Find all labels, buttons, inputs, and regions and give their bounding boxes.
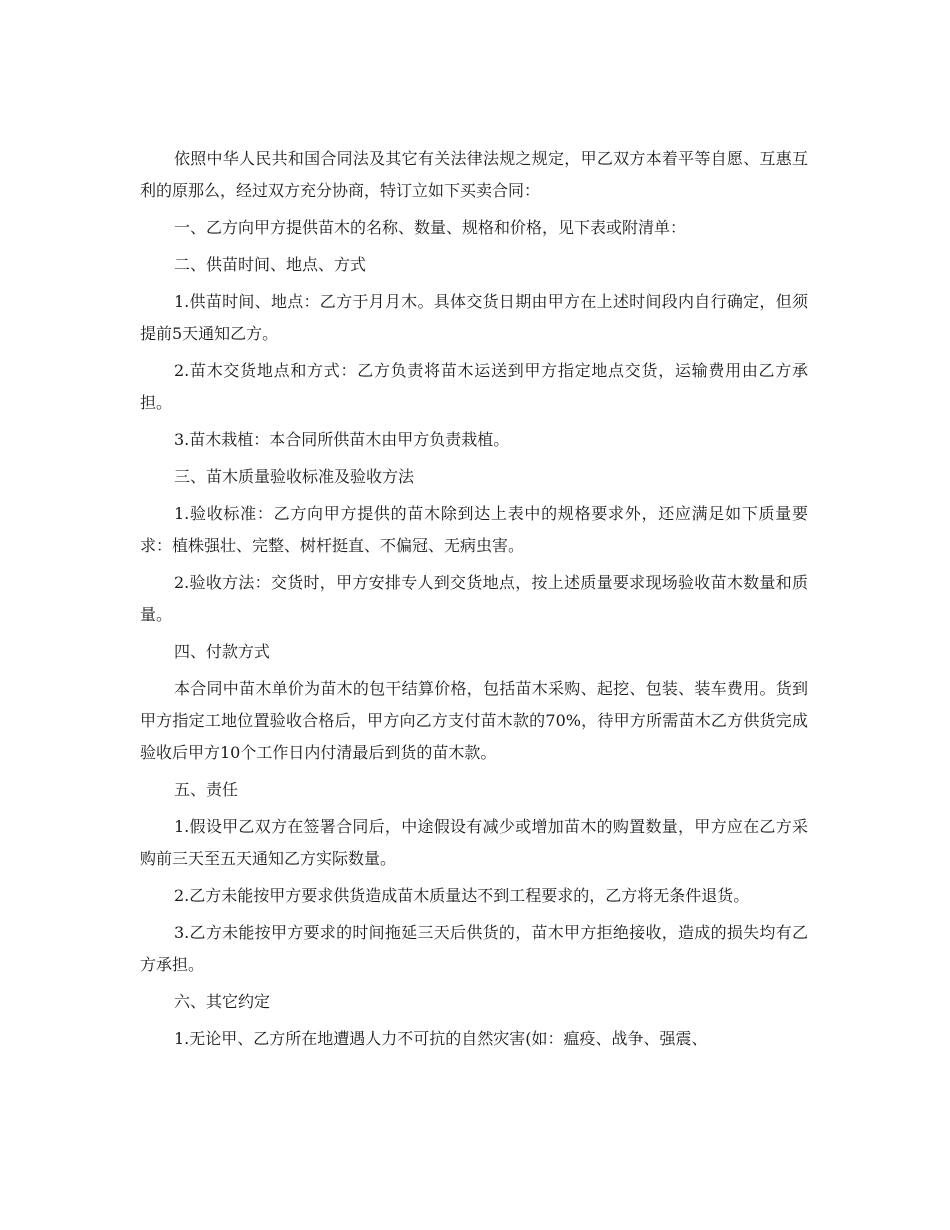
clause-3-item-2: 2.验收方法：交货时，甲方安排专人到交货地点，按上述质量要求现场验收苗木数量和质量。 bbox=[140, 573, 808, 624]
clause-2-heading: 二、供苗时间、地点、方式 bbox=[174, 255, 367, 274]
clause-3-item-1: 1.验收标准：乙方向甲方提供的苗木除到达上表中的规格要求外，还应满足如下质量要求：植株强壮、完整、树杆挺直、不偏冠、无病虫害。 bbox=[140, 504, 808, 555]
clause-5-item-3: 3.乙方未能按甲方要求的时间拖延三天后供货的，苗木甲方拒绝接收，造成的损失均有乙方承担。 bbox=[140, 923, 808, 974]
clause-6-heading: 六、其它约定 bbox=[174, 992, 271, 1011]
clause-1-heading: 一、乙方向甲方提供苗木的名称、数量、规格和价格，见下表或附清单： bbox=[174, 218, 687, 237]
clause-4-heading: 四、付款方式 bbox=[174, 642, 271, 661]
clause-2-item-2: 2.苗木交货地点和方式：乙方负责将苗木运送到甲方指定地点交货，运输费用由乙方承担。 bbox=[140, 361, 808, 412]
clause-3-heading: 三、苗木质量验收标准及验收方法 bbox=[174, 467, 415, 486]
clause-5-heading: 五、责任 bbox=[174, 780, 239, 799]
contract-body bbox=[140, 143, 808, 1055]
clause-4-body: 本合同中苗木单价为苗木的包干结算价格，包括苗木采购、起挖、包装、装车费用。货到甲方指定工地位置验收合格后，甲方向乙方支付苗木款的70%，待甲方所需苗木乙方供货完成验收后甲方10个工作日内付清最后到货的苗木款。 bbox=[140, 679, 808, 762]
clause-5-item-1: 1.假设甲乙双方在签署合同后，中途假设有减少或增加苗木的购置数量，甲方应在乙方采购前三天至五天通知乙方实际数量。 bbox=[140, 817, 808, 868]
clause-5-item-2: 2.乙方未能按甲方要求供货造成苗木质量达不到工程要求的，乙方将无条件退货。 bbox=[174, 886, 750, 905]
clause-6-item-1: 1.无论甲、乙方所在地遭遇人力不可抗的自然灾害(如：瘟疫、战争、强震、 bbox=[174, 1029, 708, 1048]
clause-2-item-3: 3.苗木栽植：本合同所供苗木由甲方负责栽植。 bbox=[174, 430, 510, 449]
clause-2-item-1: 1.供苗时间、地点：乙方于月月木。具体交货日期由甲方在上述时间段内自行确定，但须提前5天通知乙方。 bbox=[140, 292, 808, 343]
preamble-paragraph: 依照中华人民共和国合同法及其它有关法律法规之规定，甲乙双方本着平等自愿、互惠互利的原那么，经过双方充分协商，特订立如下买卖合同： bbox=[140, 149, 808, 200]
